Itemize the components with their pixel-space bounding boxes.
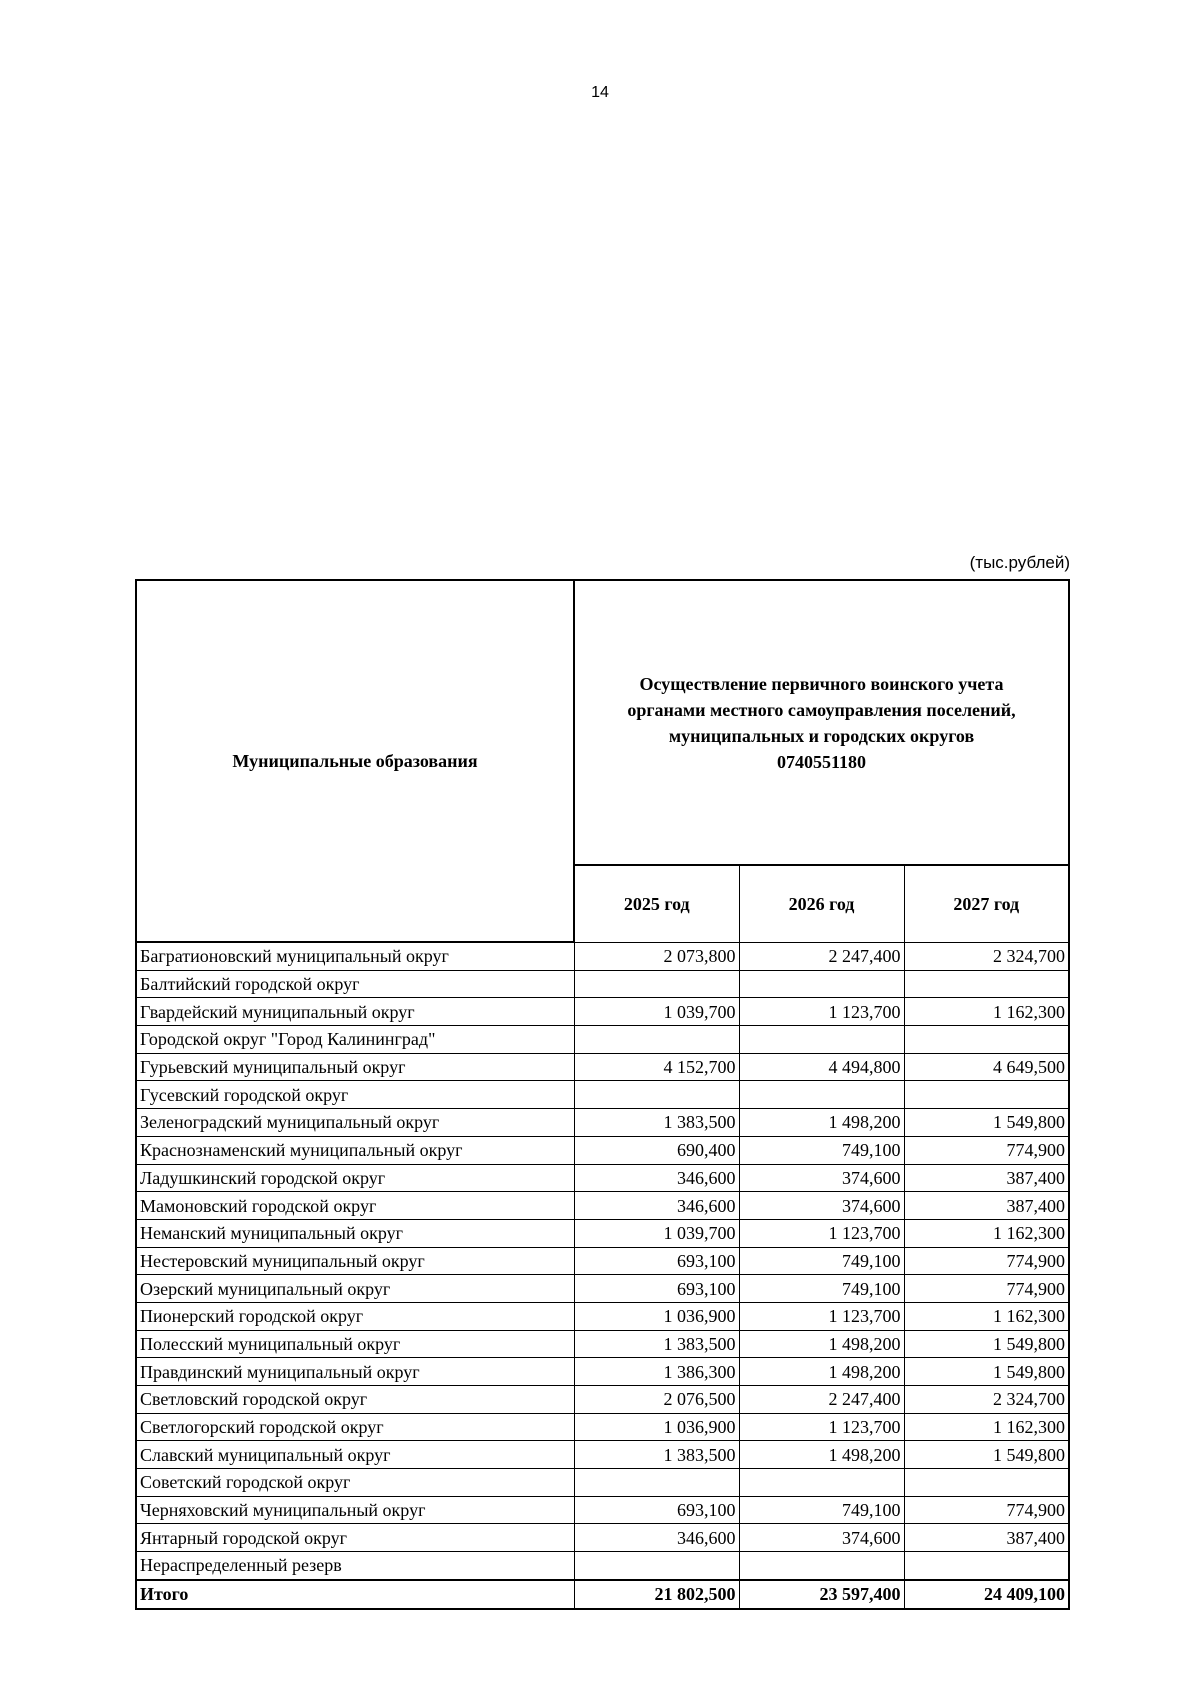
value-2025 [574, 1469, 739, 1497]
table-row [136, 1219, 1069, 1247]
year-2025: 2025 год [574, 865, 739, 942]
value-2025: 693,100 [574, 1496, 739, 1524]
table-row [136, 1358, 1069, 1386]
value-2027: 387,400 [904, 1192, 1069, 1220]
header-desc-line: Осуществление первичного воинского учета [639, 673, 1004, 694]
value-2025: 1 383,500 [574, 1441, 739, 1469]
municipality-name: Светловский городской округ [136, 1386, 574, 1414]
value-2027: 2 324,700 [904, 1386, 1069, 1414]
page-number: 14 [591, 84, 609, 101]
value-2026: 1 123,700 [739, 998, 904, 1026]
value-2025: 1 039,700 [574, 998, 739, 1026]
value-2027: 1 162,300 [904, 1302, 1069, 1330]
table-row [136, 1302, 1069, 1330]
value-2026 [739, 1026, 904, 1054]
budget-table [135, 579, 1070, 1610]
value-2027: 1 549,800 [904, 1330, 1069, 1358]
value-2025 [574, 1026, 739, 1054]
value-2025: 21 802,500 [574, 1580, 739, 1609]
table-row [136, 1386, 1069, 1414]
header-row [136, 580, 1069, 865]
municipality-name: Неманский муниципальный округ [136, 1219, 574, 1247]
value-2025: 693,100 [574, 1247, 739, 1275]
value-2026: 1 123,700 [739, 1219, 904, 1247]
value-2026: 374,600 [739, 1192, 904, 1220]
table-row [136, 1524, 1069, 1552]
municipality-name: Нераспределенный резерв [136, 1552, 574, 1580]
value-2026: 374,600 [739, 1164, 904, 1192]
table-row [136, 1026, 1069, 1054]
table-row [136, 998, 1069, 1026]
table-row [136, 942, 1069, 970]
value-2026: 374,600 [739, 1524, 904, 1552]
value-2026: 1 123,700 [739, 1413, 904, 1441]
table-row [136, 1081, 1069, 1109]
table-row [136, 1413, 1069, 1441]
value-2025 [574, 1081, 739, 1109]
year-2027: 2027 год [904, 865, 1069, 942]
table-row [136, 1469, 1069, 1497]
municipality-name: Мамоновский городской округ [136, 1192, 574, 1220]
municipality-name: Ладушкинский городской округ [136, 1164, 574, 1192]
municipality-name: Балтийский городской округ [136, 970, 574, 998]
value-2026: 1 123,700 [739, 1302, 904, 1330]
header-desc-line: органами местного самоуправления поселений, [627, 699, 1016, 720]
header-municipalities: Муниципальные образования [136, 580, 574, 942]
municipality-name: Славский муниципальный округ [136, 1441, 574, 1469]
value-2025 [574, 970, 739, 998]
municipality-name: Краснознаменский муниципальный округ [136, 1136, 574, 1164]
units-label: (тыс.рублей) [969, 553, 1070, 572]
value-2026: 1 498,200 [739, 1330, 904, 1358]
value-2027: 774,900 [904, 1247, 1069, 1275]
value-2027 [904, 1081, 1069, 1109]
municipality-name: Правдинский муниципальный округ [136, 1358, 574, 1386]
value-2025: 1 036,900 [574, 1302, 739, 1330]
municipality-name: Советский городской округ [136, 1469, 574, 1497]
value-2026 [739, 1081, 904, 1109]
value-2025: 4 152,700 [574, 1053, 739, 1081]
value-2027: 774,900 [904, 1275, 1069, 1303]
municipality-name: Озерский муниципальный округ [136, 1275, 574, 1303]
value-2027: 774,900 [904, 1496, 1069, 1524]
value-2025 [574, 1552, 739, 1580]
table-body [136, 580, 1069, 1609]
total-row [136, 1580, 1069, 1609]
value-2026: 1 498,200 [739, 1358, 904, 1386]
table-row [136, 1053, 1069, 1081]
value-2025: 1 036,900 [574, 1413, 739, 1441]
value-2025: 1 386,300 [574, 1358, 739, 1386]
municipality-name: Гусевский городской округ [136, 1081, 574, 1109]
value-2026: 1 498,200 [739, 1109, 904, 1137]
table-row [136, 1330, 1069, 1358]
value-2025: 346,600 [574, 1524, 739, 1552]
table-row [136, 1109, 1069, 1137]
value-2026: 1 498,200 [739, 1441, 904, 1469]
municipality-name: Багратионовский муниципальный округ [136, 942, 574, 970]
municipality-name: Пионерский городской округ [136, 1302, 574, 1330]
value-2027 [904, 1026, 1069, 1054]
value-2027: 387,400 [904, 1164, 1069, 1192]
value-2026: 2 247,400 [739, 1386, 904, 1414]
value-2027 [904, 970, 1069, 998]
value-2027 [904, 1469, 1069, 1497]
value-2027: 774,900 [904, 1136, 1069, 1164]
value-2026 [739, 970, 904, 998]
municipality-name: Светлогорский городской округ [136, 1413, 574, 1441]
municipality-name: Городской округ "Город Калининград" [136, 1026, 574, 1054]
value-2027: 1 549,800 [904, 1358, 1069, 1386]
value-2026 [739, 1552, 904, 1580]
municipality-name: Янтарный городской округ [136, 1524, 574, 1552]
value-2025: 2 076,500 [574, 1386, 739, 1414]
table-row [136, 1164, 1069, 1192]
table-row [136, 1136, 1069, 1164]
header-description [574, 580, 1069, 865]
table-row [136, 1496, 1069, 1524]
value-2025: 1 039,700 [574, 1219, 739, 1247]
value-2027: 1 162,300 [904, 1219, 1069, 1247]
value-2027: 1 162,300 [904, 1413, 1069, 1441]
table-row [136, 970, 1069, 998]
value-2025: 690,400 [574, 1136, 739, 1164]
value-2025: 1 383,500 [574, 1109, 739, 1137]
value-2026: 23 597,400 [739, 1580, 904, 1609]
header-desc-line: муниципальных и городских округов [668, 725, 975, 746]
value-2027 [904, 1552, 1069, 1580]
table-row [136, 1247, 1069, 1275]
value-2025: 346,600 [574, 1164, 739, 1192]
value-2027: 1 549,800 [904, 1109, 1069, 1137]
table-row [136, 1552, 1069, 1580]
municipality-name: Нестеровский муниципальный округ [136, 1247, 574, 1275]
value-2026: 749,100 [739, 1247, 904, 1275]
municipality-name: Черняховский муниципальный округ [136, 1496, 574, 1524]
value-2025: 693,100 [574, 1275, 739, 1303]
value-2027: 2 324,700 [904, 942, 1069, 970]
municipality-name: Полесский муниципальный округ [136, 1330, 574, 1358]
value-2026: 2 247,400 [739, 942, 904, 970]
value-2027: 24 409,100 [904, 1580, 1069, 1609]
value-2026: 749,100 [739, 1136, 904, 1164]
table-row [136, 1275, 1069, 1303]
table-row [136, 1192, 1069, 1220]
value-2026: 749,100 [739, 1275, 904, 1303]
value-2027: 4 649,500 [904, 1053, 1069, 1081]
value-2025: 2 073,800 [574, 942, 739, 970]
value-2025: 1 383,500 [574, 1330, 739, 1358]
municipality-name: Гвардейский муниципальный округ [136, 998, 574, 1026]
municipality-name: Гурьевский муниципальный округ [136, 1053, 574, 1081]
value-2027: 1 162,300 [904, 998, 1069, 1026]
header-desc-line: 0740551180 [777, 751, 867, 772]
value-2027: 1 549,800 [904, 1441, 1069, 1469]
year-2026: 2026 год [739, 865, 904, 942]
value-2026: 4 494,800 [739, 1053, 904, 1081]
value-2026 [739, 1469, 904, 1497]
municipality-name: Итого [136, 1580, 574, 1609]
value-2025: 346,600 [574, 1192, 739, 1220]
value-2026: 749,100 [739, 1496, 904, 1524]
value-2027: 387,400 [904, 1524, 1069, 1552]
table-row [136, 1441, 1069, 1469]
municipality-name: Зеленоградский муниципальный округ [136, 1109, 574, 1137]
